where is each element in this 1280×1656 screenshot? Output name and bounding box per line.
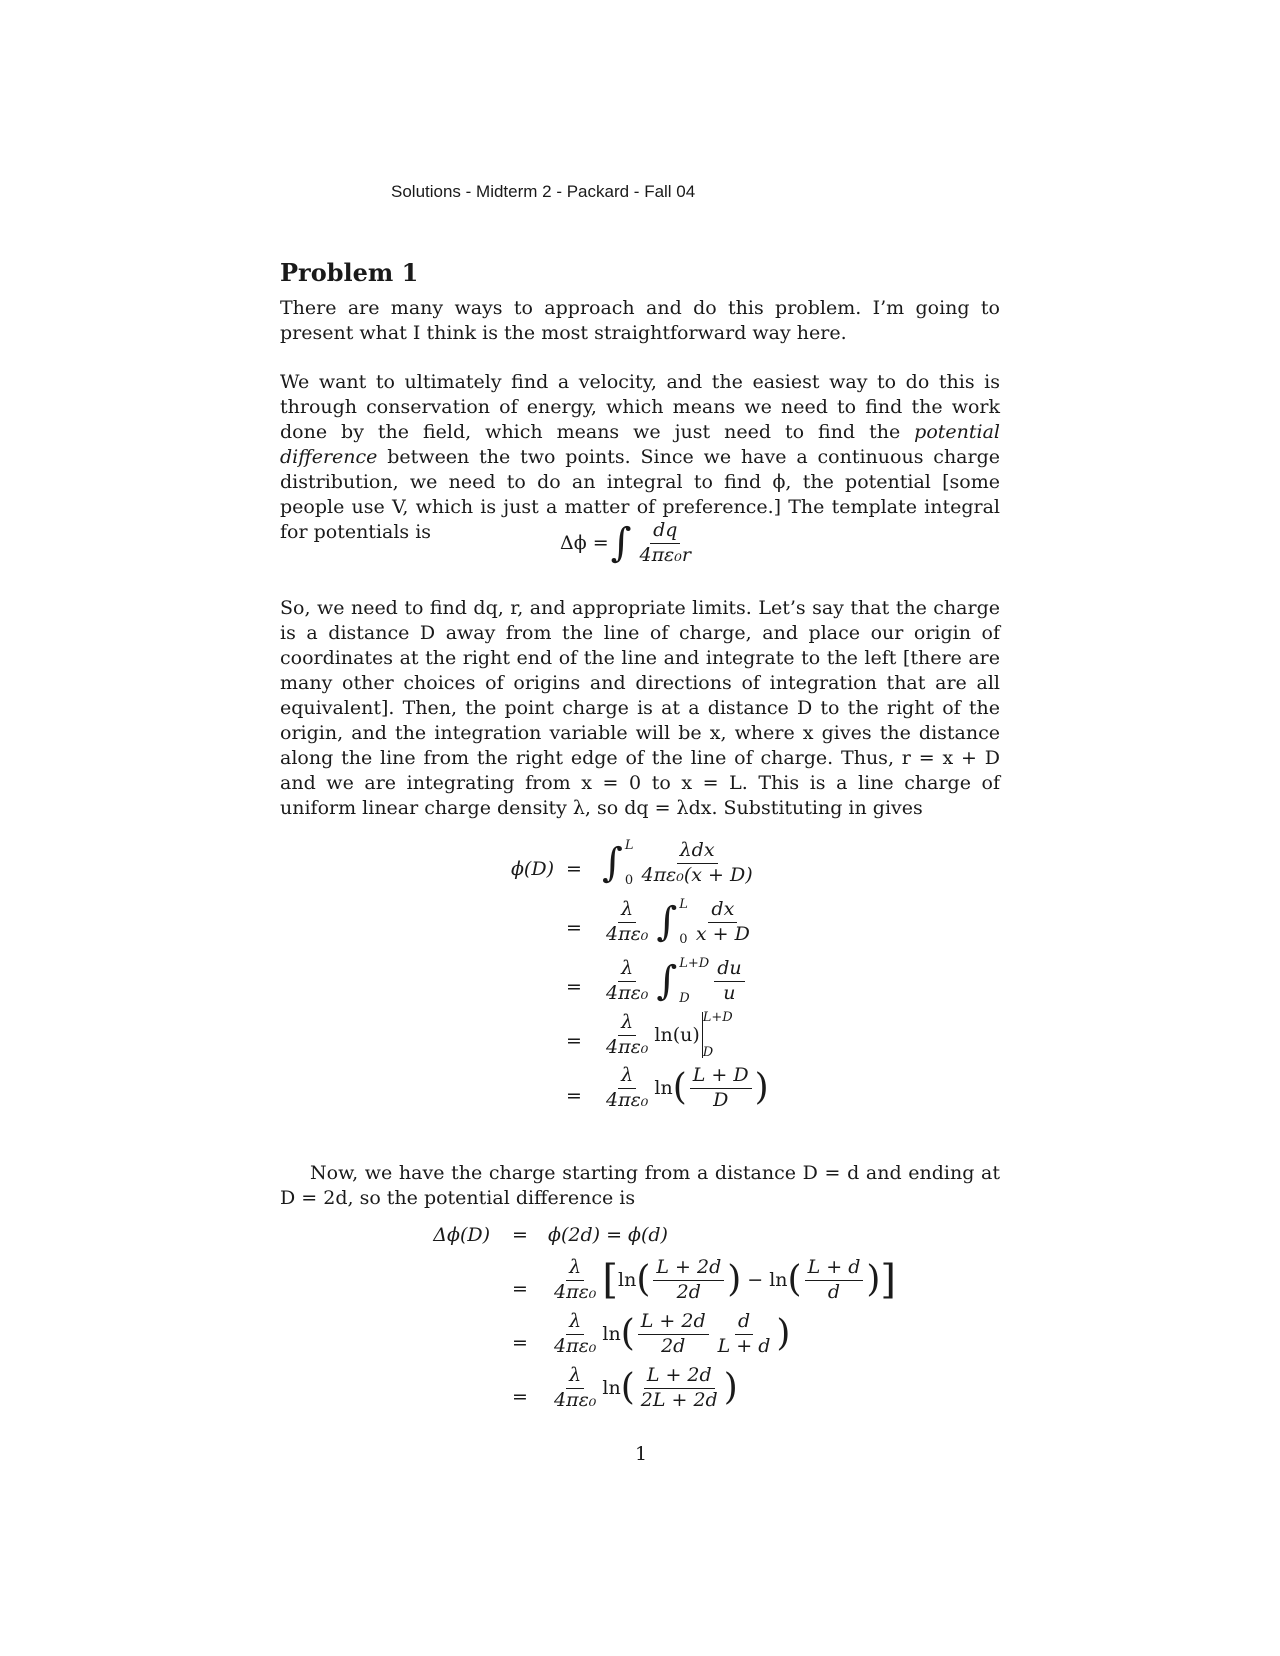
difference-step-3: $\frac{\lambda}{\text{4πε₀}}$ ln ( $\frac{L + 2d}{2d}$ $\frac{d}{L + d}$ ): [554, 1310, 791, 1357]
potential-difference-paragraph: Now, we have the charge starting from a distance D = d and ending at D = 2d, so the potential difference is: [280, 1162, 1000, 1209]
difference-step-4: $\frac{\lambda}{\text{4πε₀}}$ ln ( $\frac{L + 2d}{2L + 2d}$ ): [554, 1364, 738, 1411]
derivation-step-2: $\frac{\lambda}{\text{4πε₀}}$ ∫ L 0 $\frac{dx}{x + D}$: [606, 897, 750, 947]
derivation-step-3: $\frac{\lambda}{\text{4πε₀}}$ ∫ L+D D $\frac{du}{u}$: [600, 956, 748, 1006]
difference-step-1: ϕ(2d) = ϕ(d): [548, 1224, 668, 1246]
page-header: Solutions - Midterm 2 - Packard - Fall 04: [391, 182, 696, 201]
intro-paragraph: There are many ways to approach and do this problem. I’m going to present what I think is the most straightforward way here.: [280, 297, 1000, 344]
delta-phi-lhs: Δϕ(D): [433, 1224, 490, 1246]
energy-paragraph: We want to ultimately find a velocity, and the easiest way to do this is through conservation of energy, which means we need to find the work done by the field, which means we just need to find the potential difference between the two points. Since we have a continuous charge distribution, we need to do an integral to find ϕ, the potential [some people use V, which is just a matter of preference.] The template integral for potentials is: [280, 371, 1000, 543]
setup-paragraph: So, we need to find dq, r, and appropriate limits. Let’s say that the charge is a distance D away from the line of charge, and place our origin of coordinates at the right end of the line and integrate to the left [there are many other choices of origins and directions of integration that are all equivalent]. Then, the point charge is at a distance D to the right of the origin, and the integration variable will be x, where x gives the distance along the line from the right edge of the line of charge. Thus, r = x + D and we are integrating from x = 0 to x = L. This is a line charge of uniform linear charge density λ, so dq = λdx. Substituting in gives: [280, 597, 1000, 819]
derivation-step-5: $\frac{\lambda}{\text{4πε₀}}$ ln ( $\frac{L + D}{D}$ ): [606, 1064, 769, 1111]
equals-7: =: [512, 1278, 528, 1300]
template-integral-equation: Δϕ = ∫ $\frac{dq}{\text{4πε₀r}}$: [560, 519, 691, 567]
emphasis-potential-difference: potential difference: [280, 421, 1000, 468]
page-number: 1: [635, 1443, 648, 1465]
equals-2: =: [566, 917, 582, 939]
equals-3: =: [566, 976, 582, 998]
derivation-step-1: ∫ L 0 $\frac{\text{λdx}}{\text{4πε₀(x + D)}}$: [602, 838, 753, 888]
difference-step-2: $\frac{\lambda}{\text{4πε₀}}$ [ ln ( $\frac{L + 2d}{2d}$ ) − ln ( $\frac{L + d}{d}$ ) ]: [554, 1256, 897, 1304]
equals-8: =: [512, 1332, 528, 1354]
integral-sign: ∫: [610, 520, 632, 567]
phi-d-lhs: ϕ(D): [510, 858, 554, 880]
equals-6: =: [512, 1224, 528, 1246]
derivation-step-4: $\frac{\lambda}{\text{4πε₀}}$ ln(u) L+D D: [606, 1010, 733, 1060]
equals-4: =: [566, 1030, 582, 1052]
problem-title: Problem 1: [280, 258, 419, 287]
equals-9: =: [512, 1386, 528, 1408]
equals-5: =: [566, 1085, 582, 1107]
equals-1: =: [566, 858, 582, 880]
